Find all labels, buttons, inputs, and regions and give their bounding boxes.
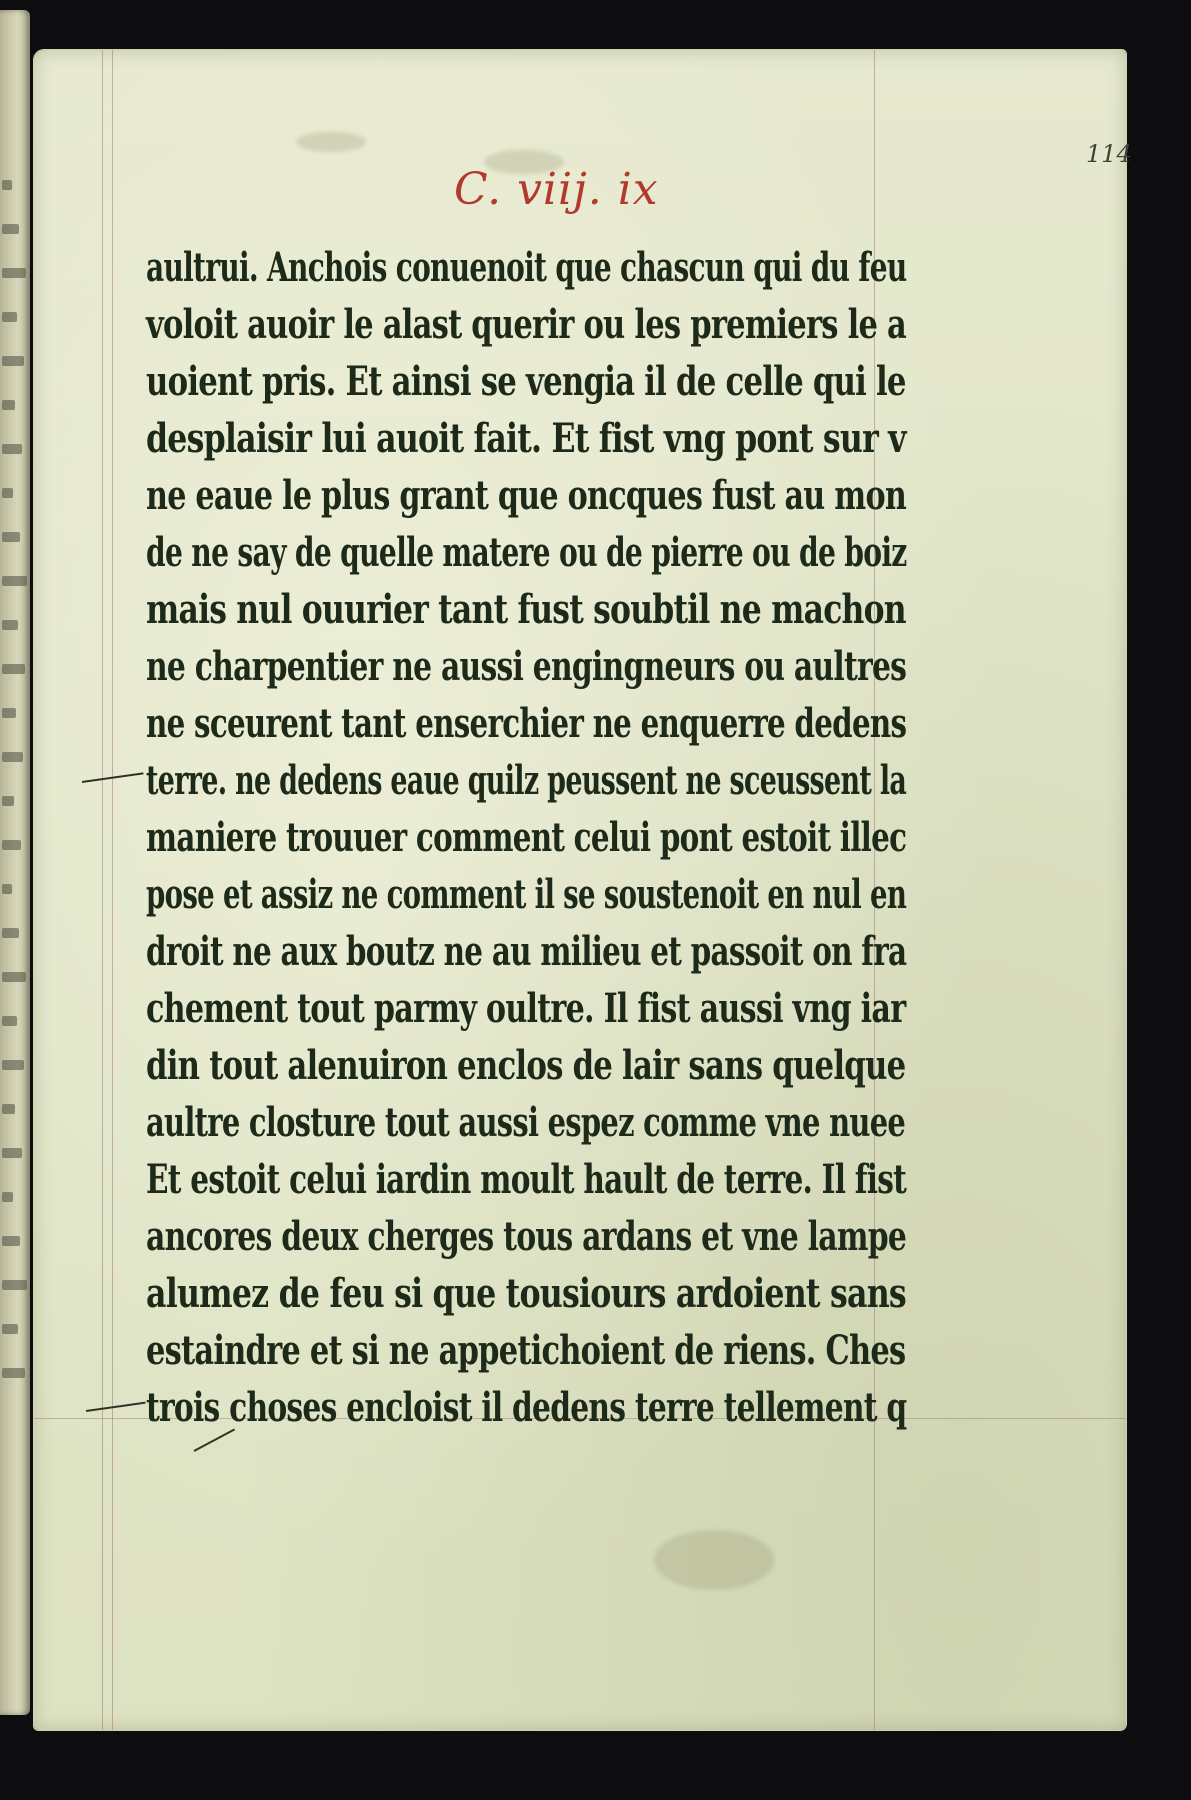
text-line: ne charpentier ne aussi engingneurs ou aultres [146, 643, 907, 690]
descender-flourish [194, 1429, 236, 1452]
facing-page-text-trace [2, 1236, 20, 1246]
manuscript-folio [34, 50, 1132, 1730]
facing-page-text-trace [2, 796, 14, 806]
facing-page-text-trace [2, 180, 12, 190]
facing-page-text-trace [2, 1192, 13, 1202]
facing-page-text-trace [2, 1368, 25, 1378]
text-line: maniere trouuer comment celui pont estoit illec [146, 814, 907, 861]
folio-number: 114 [1086, 140, 1132, 168]
facing-page-text-trace [2, 752, 23, 762]
facing-page-text-trace [2, 884, 12, 894]
facing-page-text-trace [2, 840, 21, 850]
ruling-line-left-outer [102, 50, 103, 1730]
facing-page-text-trace [2, 444, 22, 454]
text-line: desplaisir lui auoit fait. Et fist vng pont sur v [146, 415, 906, 462]
facing-page-text-trace [2, 972, 26, 982]
text-line: aultrui. Anchois conuenoit que chascun qui du feu [146, 244, 907, 291]
facing-page-text-trace [2, 312, 17, 322]
text-line: mais nul ouurier tant fust soubtil ne machon [146, 586, 906, 633]
text-line: alumez de feu si que tousiours ardoient sans [146, 1270, 906, 1317]
facing-page-text-trace [2, 664, 25, 674]
text-line: terre. ne dedens eaue quilz peussent ne sceussent la [146, 757, 907, 804]
text-line: voloit auoir le alast querir ou les premiers le a [146, 301, 907, 348]
text-line: estaindre et si ne appetichoient de riens. Ches [146, 1327, 906, 1374]
facing-page-text-trace [2, 928, 19, 938]
facing-page-text-trace [2, 224, 19, 234]
parchment-stain [654, 1530, 774, 1590]
text-line: din tout alenuiron enclos de lair sans quelque [146, 1042, 906, 1089]
facing-page-text-trace [2, 268, 26, 278]
facing-page-text-trace [2, 488, 13, 498]
text-line: uoient pris. Et ainsi se vengia il de celle qui le [146, 358, 906, 405]
facing-page-text-trace [2, 1016, 17, 1026]
text-line: de ne say de quelle matere ou de pierre ou de boiz [146, 529, 907, 576]
parchment-stain [296, 132, 366, 152]
text-line: aultre closture tout aussi espez comme vne nuee [146, 1099, 906, 1146]
ruling-line-left-inner [112, 50, 113, 1730]
chapter-heading: C. viij. ix [454, 164, 659, 215]
text-line: ne eaue le plus grant que oncques fust au mon [146, 472, 907, 519]
text-line: droit ne aux boutz ne au milieu et passoit on fra [146, 928, 907, 975]
facing-page-text-trace [2, 620, 18, 630]
facing-page-text-trace [2, 1148, 22, 1158]
text-line: pose et assiz ne comment il se soustenoit en nul en [146, 871, 907, 918]
facing-page-text-trace [2, 1280, 27, 1290]
margin-flourish [86, 1402, 146, 1412]
text-line: trois choses encloist il dedens terre tellement q [146, 1384, 907, 1431]
facing-page-text-trace [2, 1324, 18, 1334]
facing-page-text-trace [2, 576, 27, 586]
facing-page-text-trace [2, 356, 24, 366]
text-line: chement tout parmy oultre. Il fist aussi vng iar [146, 985, 906, 1032]
text-line: ne sceurent tant enserchier ne enquerre dedens [146, 700, 907, 747]
facing-page-text-trace [2, 532, 20, 542]
facing-page-text-trace [2, 1060, 24, 1070]
facing-page-text-trace [2, 1104, 15, 1114]
text-line: ancores deux cherges tous ardans et vne lampe [146, 1213, 907, 1260]
text-line: Et estoit celui iardin moult hault de terre. Il fist [146, 1156, 907, 1203]
facing-page-edge [0, 10, 30, 1715]
facing-page-text-trace [2, 708, 16, 718]
facing-page-text-trace [2, 400, 15, 410]
